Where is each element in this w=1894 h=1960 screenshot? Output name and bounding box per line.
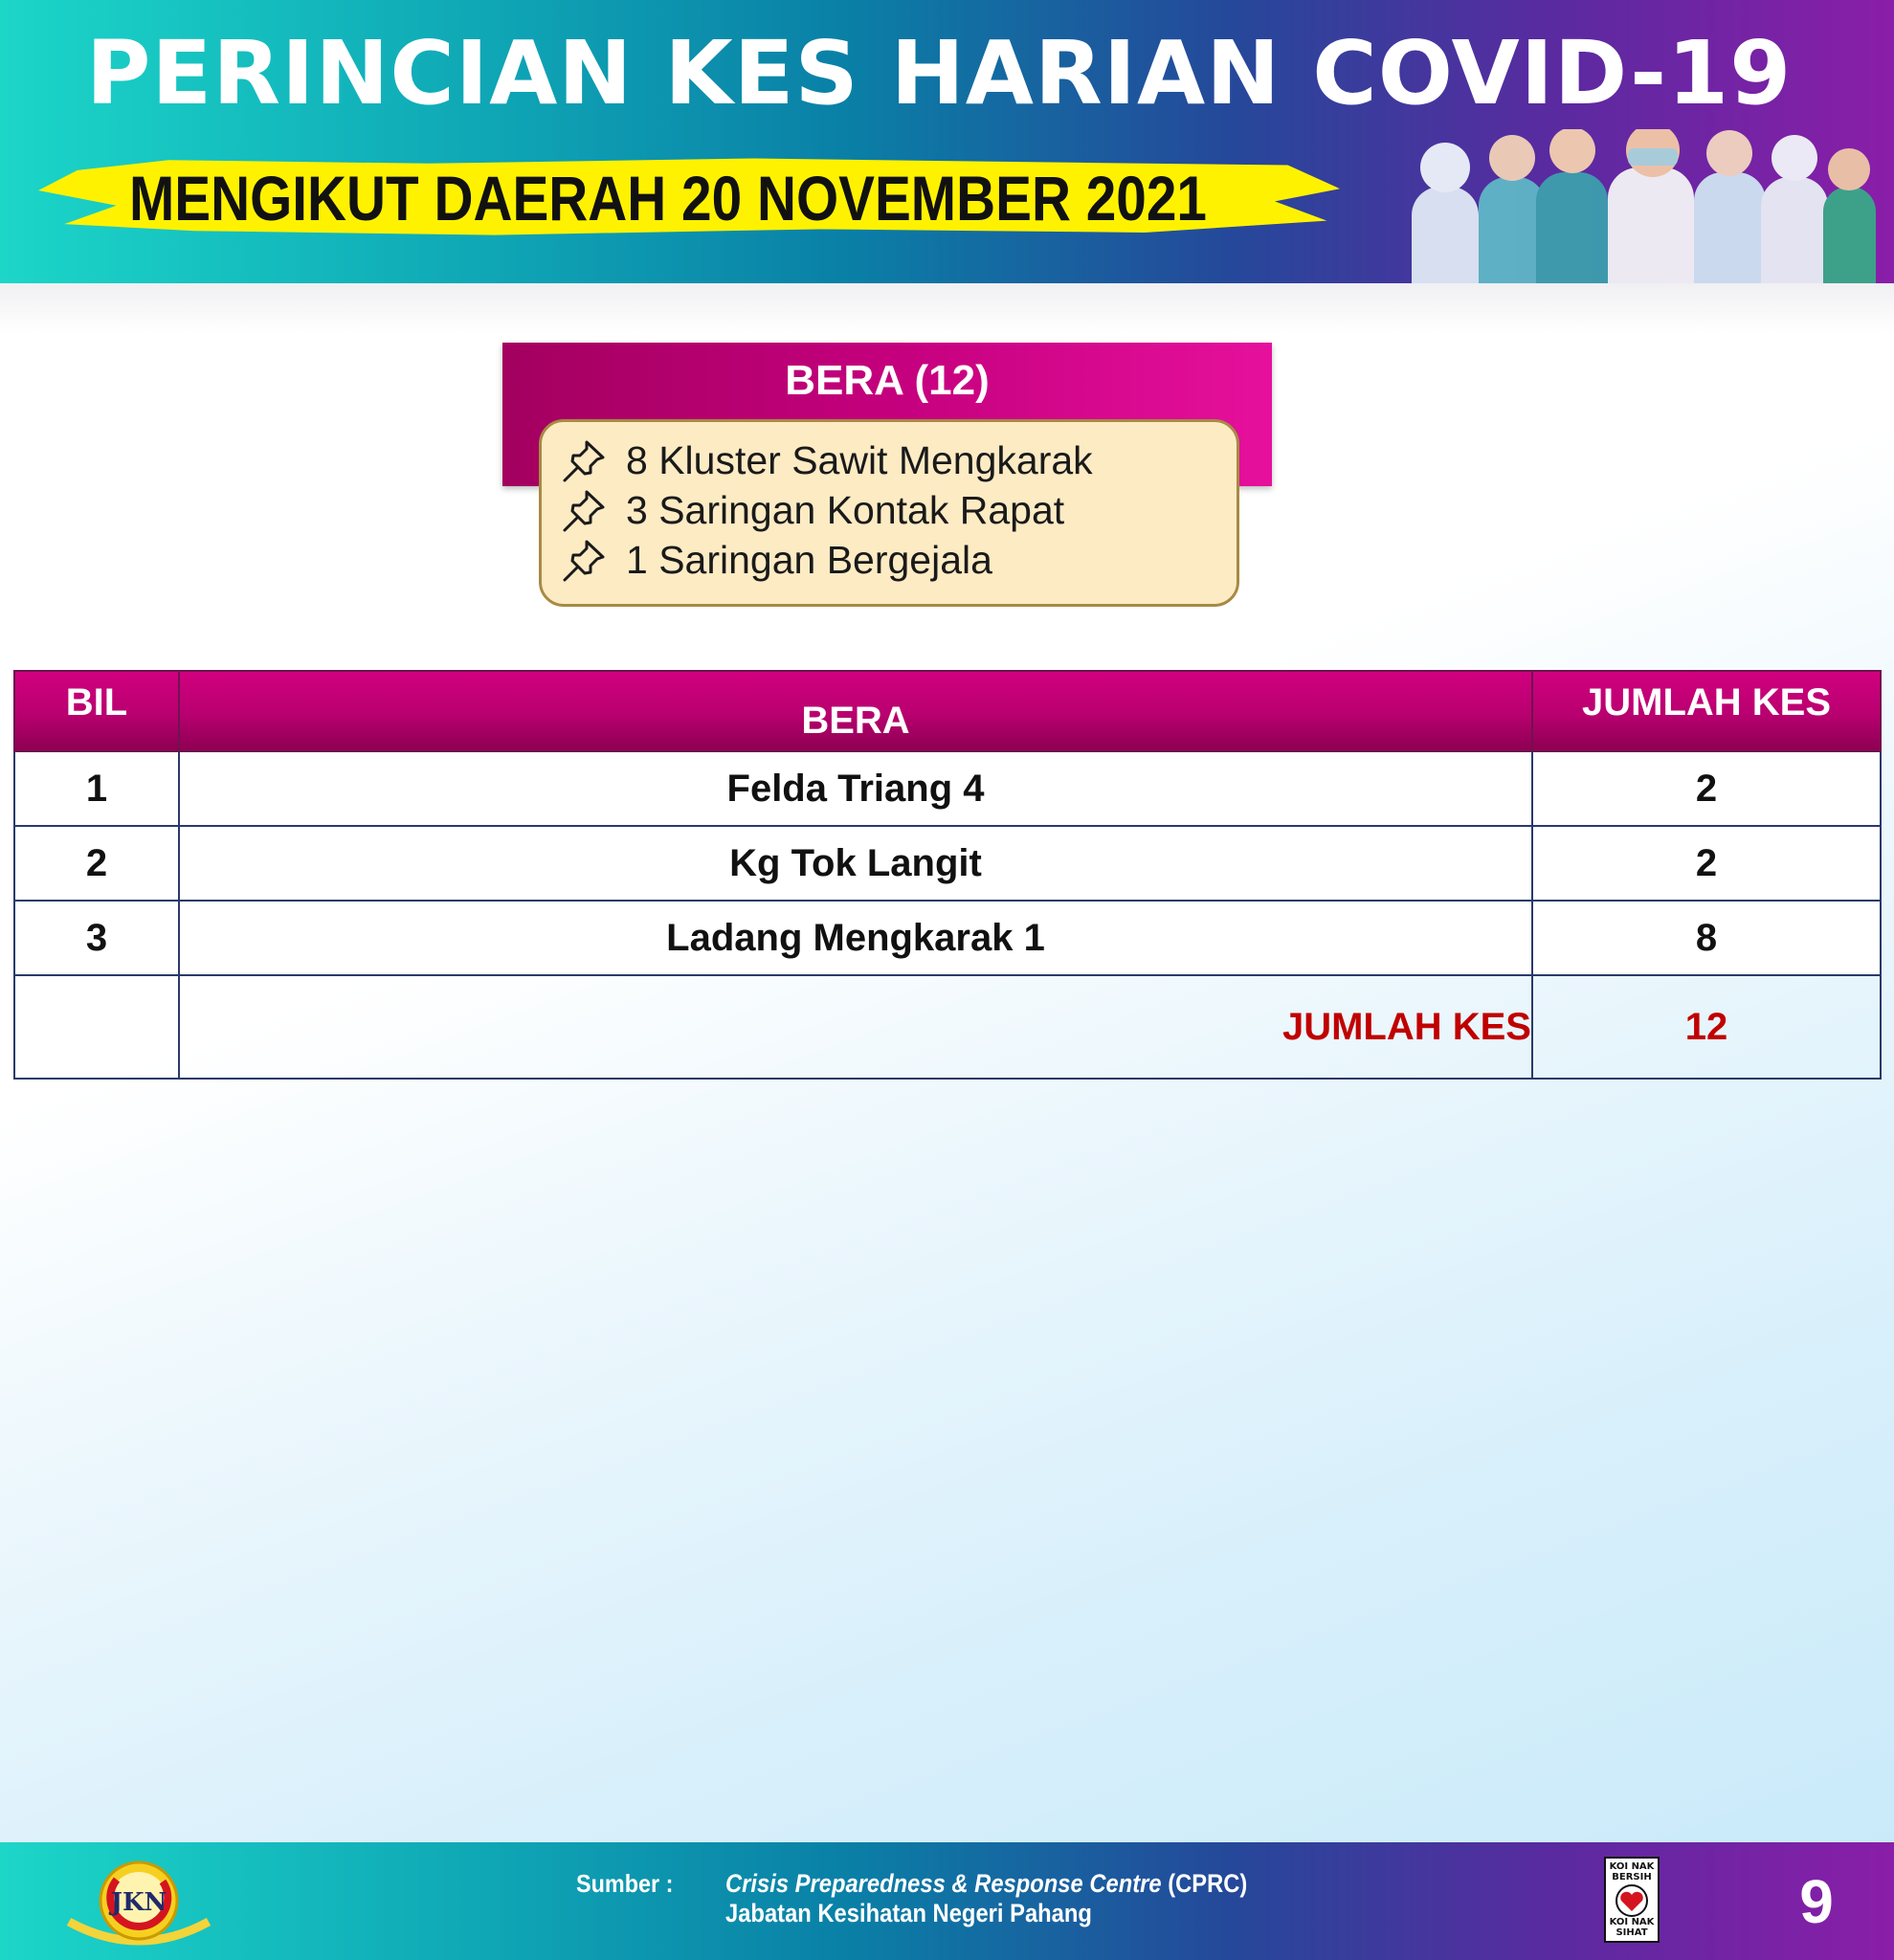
page-title: PERINCIAN KES HARIAN COVID-19 <box>86 22 1793 124</box>
health-workers-illustration <box>1402 129 1881 283</box>
total-value: 12 <box>1532 975 1881 1079</box>
column-header-total: JUMLAH KES <box>1532 671 1881 751</box>
total-row <box>14 975 1881 1079</box>
row-location: Ladang Mengkarak 1 <box>179 901 1532 975</box>
row-case-count: 2 <box>1532 751 1881 826</box>
summary-item <box>561 435 1237 485</box>
table-row <box>14 751 1881 826</box>
summary-item <box>561 535 1237 585</box>
summary-card-body <box>539 419 1239 607</box>
row-number: 1 <box>14 751 179 826</box>
summary-item-text: 3 Saringan Kontak Rapat <box>626 487 1065 532</box>
badge-top-text: KOI NAK BERSIH <box>1609 1861 1655 1882</box>
source-department: Jabatan Kesihatan Negeri Pahang <box>725 1899 1092 1927</box>
summary-item <box>561 485 1237 535</box>
jkn-logo <box>57 1855 220 1950</box>
koi-nak-sihat-badge <box>1604 1857 1660 1943</box>
row-case-count: 2 <box>1532 826 1881 901</box>
table-row <box>14 826 1881 901</box>
badge-bottom-text: KOI NAK SIHAT <box>1609 1917 1655 1938</box>
cases-table <box>13 670 1882 1080</box>
summary-card-title: BERA (12) <box>785 357 990 404</box>
source-label: Sumber : <box>576 1869 674 1898</box>
row-number: 3 <box>14 901 179 975</box>
row-number: 2 <box>14 826 179 901</box>
page-subtitle: MENGIKUT DAERAH 20 NOVEMBER 2021 <box>129 163 1207 234</box>
pushpin-icon <box>561 438 609 482</box>
summary-item-text: 8 Kluster Sawit Mengkarak <box>626 437 1093 482</box>
heart-icon <box>1613 1884 1651 1917</box>
row-case-count: 8 <box>1532 901 1881 975</box>
page-number: 9 <box>1799 1867 1834 1936</box>
summary-item-text: 1 Saringan Bergejala <box>626 537 992 582</box>
row-location: Kg Tok Langit <box>179 826 1532 901</box>
header-shadow <box>0 283 1894 333</box>
total-empty-cell <box>14 975 179 1079</box>
pushpin-icon <box>561 538 609 582</box>
jkn-logo-text: JKN <box>110 1888 167 1917</box>
total-label: JUMLAH KES <box>179 975 1532 1079</box>
row-location: Felda Triang 4 <box>179 751 1532 826</box>
table-header-row <box>14 671 1881 751</box>
header-banner <box>0 0 1894 283</box>
column-header-bil: BIL <box>14 671 179 751</box>
pushpin-icon <box>561 488 609 532</box>
source-organization <box>725 1869 1247 1899</box>
source-org-abbr: (CPRC) <box>1161 1869 1248 1898</box>
table-row <box>14 901 1881 975</box>
source-org-name: Crisis Preparedness & Response Centre <box>725 1869 1162 1898</box>
column-header-location: BERA <box>179 671 1532 751</box>
